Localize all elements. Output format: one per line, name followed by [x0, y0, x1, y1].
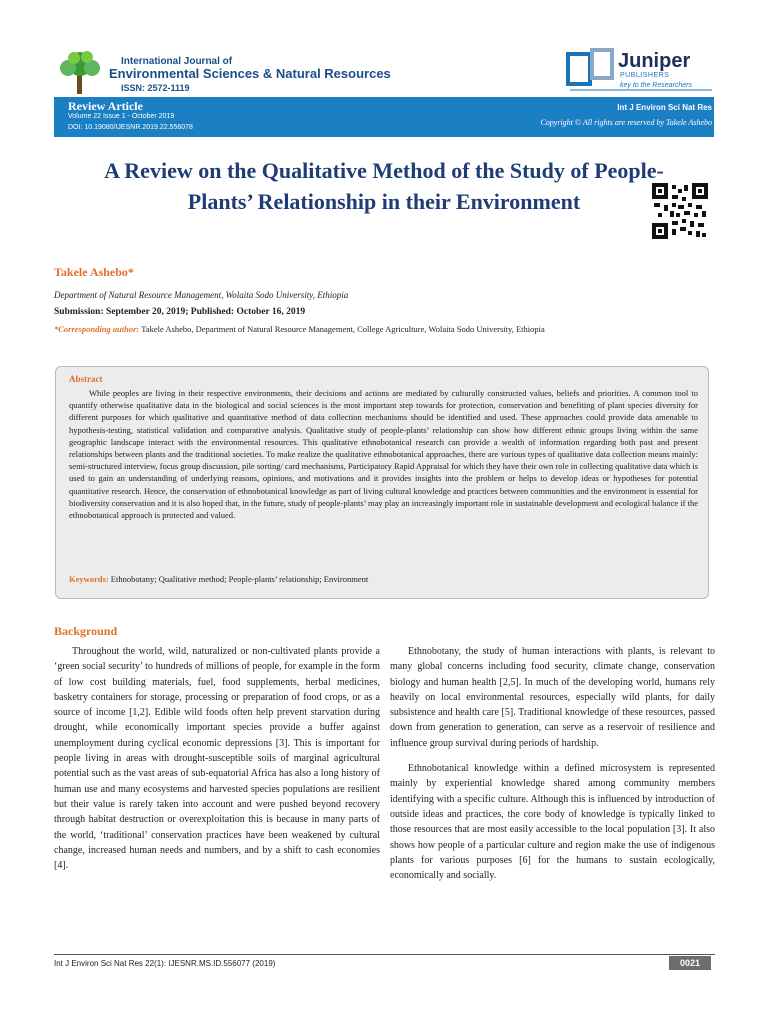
footer-citation: Int J Environ Sci Nat Res 22(1): IJESNR.MS.ID.556077 (2019)	[54, 959, 276, 968]
keywords	[69, 574, 368, 584]
qr-code-icon[interactable]	[652, 183, 708, 239]
footer-divider	[54, 954, 715, 955]
body-right-column	[390, 644, 715, 893]
publisher-sub: PUBLISHERS	[620, 72, 670, 79]
journal-name-line2: Environmental Sciences & Natural Resources	[109, 66, 391, 81]
publisher-name: Juniper	[618, 50, 691, 72]
keywords-label: Keywords:	[69, 574, 109, 584]
body-left-column: Throughout the world, wild, naturalized or non-cultivated plants provide a ‘green social security’ to hundreds of millions of people, for example in the form of low cost building materials, fuel, food supplements, herbal medicines, basketry containers for storage, processing or preparation of food crops, or as a source of income [1,2]. Edible wild foods often help prevent starvation during drought, while economically important species provide a buffer against unemployment during cyclical economic depressions [3]. This is important for people living in areas with drought-susceptible soils of marginal agricultural potential such as the vast areas of sub-equatorial Africa has also a long history of human use and many ecosystems and harvested species populations are resilient but their value is rarely taken into account and were pushed beyond recovery through habitat destruction or overexploitation this is because in many parts of the world, ‘traditional’ conservation practices have been weakened by cultural change, increased human needs and numbers, and by a shift to cash economies [4].	[54, 646, 380, 872]
abstract-heading: Abstract	[69, 374, 103, 384]
body-paragraph: Ethnobotanical knowledge within a defined microsystem is represented mainly by experiential knowledge shared among community members identifying with a specific culture. Although this is influenced by introduction of outside ideas and practices, the core body of knowledge is typically linked to those resources that are most easily accessible to the local population [3]. It also shows how people of a particular culture and region make the use of indigenous plants for various purposes [6] for the humans to sustain ecologically, economically and socially.	[390, 763, 715, 882]
corresponding-label: *Corresponding author:	[54, 324, 140, 334]
journal-abbreviation: Int J Environ Sci Nat Res	[617, 103, 712, 112]
journal-name-line1: International Journal of	[121, 56, 233, 67]
author-name: Takele Ashebo*	[54, 265, 134, 279]
publisher-tagline: key to the Researchers	[620, 82, 692, 89]
section-heading-background: Background	[54, 624, 118, 638]
journal-tree-logo	[50, 48, 110, 96]
paper-title: A Review on the Qualitative Method of the Study of People-Plants’ Relationship in their Environment	[104, 158, 664, 214]
submission-dates: Submission: September 20, 2019; Published: October 16, 2019	[54, 307, 306, 317]
article-type: Review Article	[68, 99, 143, 113]
author-affiliation: Department of Natural Resource Management, Wolaita Sodo University, Ethiopia	[54, 290, 349, 300]
keywords-list: Ethnobotany; Qualitative method; People-plants’ relationship; Environment	[108, 574, 369, 584]
abstract-text: While peoples are living in their respective environments, their decisions and actions are mediated by culturally constructed values, beliefs and priorities. A common tool to quantify otherwise qualitative data in the biological and social sciences is the most important step towards for protection, conservation and benefiting of plant species diversity for different purposes for which qualitative and quantitative method of data collection mechanisms should be identified and used. These approaches could provide data amenable to hypothesis-testing, statistical validation and comparative analysis. Qualitative study of people-plants’ relationship can show how different ethnic groups living within the same geographic landscape interact with the environmental resources. This qualitative ethnobotanical research can provide a wealth of information regarding both past and present relationships between plants and the traditional societies. To make realize the qualitative ethnobotanical approaches, there are various types of qualitative data collection means mainly: semi-structured interview, focus group discussion, pile sorting/ card mechanisms, Participatory Rapid Appraisal for which they have their own role in collecting qualitative data which is used to gain an understanding of underlying reasons, opinions, and motivations and it provides insights into the problem or helps to develop ideas or hypotheses for potential quantitative research. Hence, the conservation of ethnobotanical knowledge as part of living cultural knowledge and practices between communities and the environment is essential for biodiversity conservation and it is also hoped that, in the future, study of people-plants’ may play an increasingly important role in sustainable development and ecological balance if the ethnobotanical approach is protected and valued.	[69, 388, 698, 521]
doi-link[interactable]: DOI: 10.19080/IJESNR.2019.22.556078	[68, 124, 193, 131]
body-paragraph: Ethnobotany, the study of human interactions with plants, is relevant to many global concerns including food security, climate change, conservation biology and human health [2,5]. In much of the developing world, humans rely heavily on local environmental resources, especially wild plants, for daily subsistence and health care [5]. Traditional knowledge of these resources, passed down from generation to generation, can serve as a reservoir of resilience and influence group survival during periods of hardship.	[390, 646, 715, 749]
volume-issue: Volume 22 Issue 1 - October 2019	[68, 113, 175, 120]
corresponding-text: Takele Ashebo, Department of Natural Resource Management, College Agriculture, Wolaita Sodo University, Ethiopia	[139, 324, 545, 334]
journal-issn: ISSN: 2572-1119	[121, 83, 190, 93]
corresponding-author	[54, 324, 545, 334]
copyright-notice: Copyright © All rights are reserved by Takele Ashebo	[540, 118, 712, 127]
page-number: 0021	[669, 956, 711, 970]
